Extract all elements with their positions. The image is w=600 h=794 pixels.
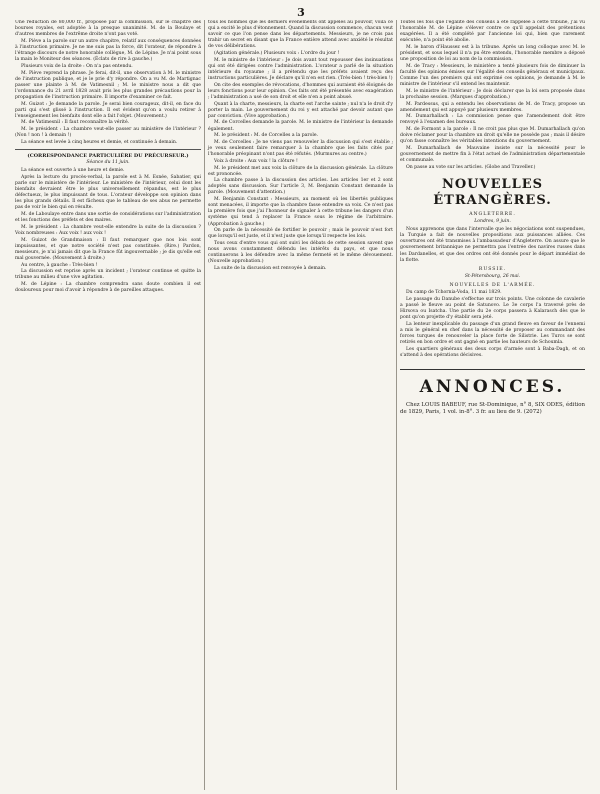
paragraph: Après la lecture du procès-verbal, la parole est à M. Esnée, Sabatier, qui parle sur le ministère de l'intérieur. Le ministère de l'intérieur, celui dont les bienfaits devraient être le plus universellement répandus, est le plus défectueux, le plus impuissant de tous. L'orateur développe son opinion dans les plus grands détails. Il est fâcheux que le tableau de ses abus ne permette pas de voir le bien qui en résulte. <box>15 174 201 211</box>
paragraph: M. de Tracy : Messieurs, le ministère a tenté plusieurs fois de diminuer la faculté des opinions émises sur l'égalité des conseils généraux et municipaux. Comme l'un des premiers qui ont exprimé ces opinions, je demande à M. le ministre de l'intérieur s'il entend les maintenir. <box>400 63 585 88</box>
paragraph: Une réduction de 80,000 fr., proposée par la commission, sur le chapitre des bourses royales, est adoptée à la presque unanimité. M. de la Boulaye et d'autres membres de l'extrême droite n'ont pas voté. <box>15 20 201 38</box>
text-columns <box>12 20 590 790</box>
paragraph: M. le président : La chambre veut-elle passer au ministère de l'intérieur ? (Non ! non ! à demain !) <box>15 127 201 139</box>
announcements-heading: ANNONCES. <box>400 369 585 398</box>
column-right <box>396 20 588 790</box>
paragraph: Toutes les fois que l'égalité des conseils a été rappelée à cette tribune, j'ai vu l'honorable M. de Lépine s'élever contre ce qu'il appelait des prétentions exagérées. Il a été complété par l'ancienne loi qui, bien que rarement exécutée, n'a point été abolie. <box>400 20 585 44</box>
paragraph: M. de Laboulaye entre dans une sortie de considérations sur l'administration et les fonctions des préfets et des maires. <box>15 212 201 224</box>
paragraph: Du camp de Tchornia-Voda, 11 mai 1829. <box>406 290 502 296</box>
paragraph: M. le président : M. de Corcelles a la parole. <box>214 133 319 139</box>
column-left <box>12 20 204 790</box>
section-subheading: Séance du 11 juin. <box>86 160 130 166</box>
paragraph: La suite de la discussion est renvoyée à demain. <box>214 265 327 271</box>
paragraph: M. Piève reprend la phrase. Je ferai, dit-il, une observation à M. le ministre de l'instruction publique, et je le prie d'y répondre. On a vu M. de Martignac passer une plainte à M. de Vatimesnil ; M. le ministre nous a dit que l'ordonnance du 21 avril 1828 avait pris les plus grandes précautions pour la propagation de l'instruction primaire. Il importe d'examiner ce fait. <box>15 70 201 100</box>
paragraph: M. le baron d'Haussez est à la tribune. Après un long colloque avec M. le président, et sous lequel il n'a pu être entendu, l'honorable membre a déposé une proposition de loi au nom de la commission. <box>400 44 585 63</box>
paragraph: Au centre, à gauche : Très-bien ! <box>21 262 98 268</box>
paragraph: On parle de la nécessité de fortifier le pouvoir ; mais le pouvoir n'est fort que lorsqu'il est juste, et il n'est juste que lorsqu'il respecte les lois. <box>208 228 393 240</box>
paragraph: La lenteur inexplicable du passage d'un grand fleuve en faveur de l'ennemi a mis le général en chef dans la nécessité de proposer au commandant des forces turques de renouveler la place forte de Silistrie. Les Turcs se sont retirés en bon ordre et ont gagné en partie les hauteurs de Schoumla. <box>400 321 585 345</box>
country-heading: ANGLETERRE. <box>469 212 516 217</box>
paragraph: M. de Formont a la parole : Il ne croit pas plus que M. Dumarhallach qu'on doive réclamer pour la chambre un droit qu'elle ne possède pas ; mais il désire qu'on fasse connaître les véritables intentions du gouvernement. <box>400 127 585 145</box>
paragraph: Voix à droite : Aux voix ! la clôture ! <box>214 158 298 164</box>
paragraph: Nous apprenons que dans l'intervalle que les négociations sont suspendues, la Turquie a fait de nouvelles propositions aux puissances alliées. Ces ouvertures ont été transmises à l'ambassadeur d'Angleterre. On assure que le gouvernement britannique ne permettra pas l'entrée des navires russes dans les Dardanelles, et que des ordres ont été donnés pour le départ immédiat de la flotte. <box>400 227 585 263</box>
paragraph: M. de Corcelles demande la parole. M. le ministre de l'intérieur la demande également. <box>208 120 393 132</box>
advertisement-ref: (2072) <box>523 408 542 415</box>
paragraph: M. Pardessus, qui a entendu les observations de M. de Tracy, propose un amendement qui est appuyé par plusieurs membres. <box>400 101 585 113</box>
paragraph: M. Piève a la parole sur un autre chapitre, relatif aux conséquences données à l'instruction primaire. Je ne me suis pas la force, dit l'orateur, de répondre à l'étrange discours de notre honorable collègue, M. de Lépine. Je n'ai point sous la main le Moniteur des séances. (Éclats de rire à gauche.) <box>15 38 201 63</box>
advertisement-text: Chez LOUIS BABEUF, rue St-Dominique, n° 8, SIX ODES, édition de 1829, Paris, 1 vol. in-8°. 3 fr. au lieu de 9. <box>400 401 585 415</box>
dateline: Londres, 9 juin. <box>474 219 511 225</box>
paragraph: M. le président : La chambre veut-elle entendre la suite de la discussion ? Voix nombreuses : Aux voix ! aux voix ! <box>15 224 201 236</box>
paragraph: M. le ministre de l'intérieur : Je dois avant tout repousser des insinuations qui ont été dirigées contre l'administration. L'orateur a parlé de la situation intérieure du royaume ; il a prétendu que les préfets avaient reçu des instructions particulières. Je déclare qu'il n'en est rien. (Très-bien ! très-bien !) <box>208 57 393 82</box>
paragraph: Plusieurs voix de la droite : On n'a pas entendu. <box>21 63 133 69</box>
column-middle <box>204 20 396 790</box>
advertisement <box>400 402 585 416</box>
paragraph: M. de Corcelles : Je ne viens pas renouveler la discussion qui s'est établie ; je veux seulement faire remarquer à la chambre que les faits cités par l'honorable préopinant n'ont pas été réfutés. (Murmures au centre.) <box>208 139 393 158</box>
paragraph: M. de Vatimesnil : Il faut reconnaître la vérité. <box>21 120 130 126</box>
paragraph: M. de Lépine : La chambre comprendra sans doute combien il est douloureux pour moi d'avoir à répondre à de pareilles attaques. <box>15 282 201 294</box>
paragraph: Quant à la charte, messieurs, la charte est l'arche sainte ; nul n'a le droit d'y porter la main. Le gouvernement du roi y est attaché par devoir autant que par conviction. (Vive approbation.) <box>208 101 393 119</box>
paragraph: (Agitation générale.) Plusieurs voix : L'ordre du jour ! <box>214 51 340 57</box>
paragraph: M. Guizot : Je demande la parole. Je serai bien courageux, dit-il, en face du parti qui s'est glissé à l'instruction. Il est évident qu'on a voulu retirer à l'enseignement les bienfaits dont elle a fait l'objet. (Mouvement.) <box>15 101 201 119</box>
paragraph: On cite des exemples de révocations, d'hommes qui auraient été éloignés de leurs fonctions pour leur opinion. Ces faits ont été présentés avec exagération ; l'administration a usé de son droit et elle n'en a point abusé. <box>208 82 393 100</box>
paragraph: tous les hommes que les derniers événements ont appelés au pouvoir, voilà ce qui a excité le plus d'étonnement. Quand la discussion commence, chacun veut savoir ce que l'on pense dans les départements. Messieurs, je ne crois pas trahir un secret en disant que la France entière attend avec anxiété le résultat de vos délibérations. <box>208 20 393 50</box>
paragraph: On passe au vote sur les articles. (Globe and Traveller.) <box>406 164 536 170</box>
army-news-heading: NOUVELLES DE L'ARMÉE. <box>449 282 536 288</box>
divider <box>15 149 201 150</box>
paragraph: La chambre passe à la discussion des articles. Les articles 1er et 2 sont adoptés sans discussion. Sur l'article 3, M. Benjamin Constant demande la parole. (Mouvement d'attention.) <box>208 178 393 196</box>
paragraph: M. Benjamin Constant : Messieurs, au moment où les libertés publiques sont menacées, il importe que la chambre fasse entendre sa voix. Ce n'est pas la première fois que j'ai l'honneur de signaler à cette tribune les dangers d'un système qui tend à replacer la France sous le régime de l'arbitraire. (Approbation à gauche.) <box>208 197 393 227</box>
paragraph: M. Guizot de Grandmaison : Il faut remarquer que nos lois sont impuissantes, et que notre société n'est pas constituée. (Rire.) Pardon, messieurs, je n'ai jamais dit que la France fût ingouvernable ; je dis qu'elle est mal gouvernée. (Mouvement à droite.) <box>15 237 201 261</box>
paragraph: M. le ministre de l'intérieur : Je dois déclarer que la loi sera proposée dans la prochaine session. (Marques d'approbation.) <box>400 88 585 100</box>
paragraph: Le passage du Danube s'effectue sur trois points. Une colonne de cavalerie a passé le fleuve au point de Satunovo. Le 3e corps l'a traversé près de Hirsova ou Isatcha. Une partie du 2e corps passera à Kalarasch dès que le pont qu'on projette d'y établir sera jeté. <box>400 296 585 320</box>
paragraph: M. le président met aux voix la clôture de la discussion générale. La clôture est prononcée. <box>208 165 393 177</box>
section-heading: (CORRESPONDANCE PARTICULIÈRE DU PRÉCURSEUR.) <box>27 153 189 160</box>
paragraph: La séance est ouverte à une heure et demie. <box>21 168 125 174</box>
paragraph: M. Dumarhallach de Mauvaine insiste sur la nécessité pour le gouvernement de mettre fin à l'état actuel de l'administration départementale et communale. <box>400 146 585 164</box>
foreign-news-heading: NOUVELLES ÉTRANGÈRES. <box>433 177 552 208</box>
dateline: St-Pétersbourg, 26 mai. <box>464 273 521 279</box>
paragraph: M. Dumarhallach : La commission pense que l'amendement doit être renvoyé à l'examen des bureaux. <box>400 114 585 126</box>
paragraph: La discussion est reprise après un incident ; l'orateur continue et quitte la tribune au milieu d'une vive agitation. <box>15 269 201 281</box>
paragraph: Tous ceux d'entre vous qui ont suivi les débats de cette session savent que nous avons constamment défendu les intérêts du pays, et que nous continuerons à les défendre avec la même fermeté et le même dévouement. (Nouvelle approbation.) <box>208 241 393 265</box>
country-heading: RUSSIE. <box>478 266 507 272</box>
paragraph: Les quartiers généraux des deux corps d'armée sont à Baba-Dagh, et on s'attend à des opérations décisives. <box>400 346 585 358</box>
paragraph: La séance est levée à cinq heures et demie, et continuée à demain. <box>21 139 178 145</box>
page-number: 3 <box>297 6 305 19</box>
